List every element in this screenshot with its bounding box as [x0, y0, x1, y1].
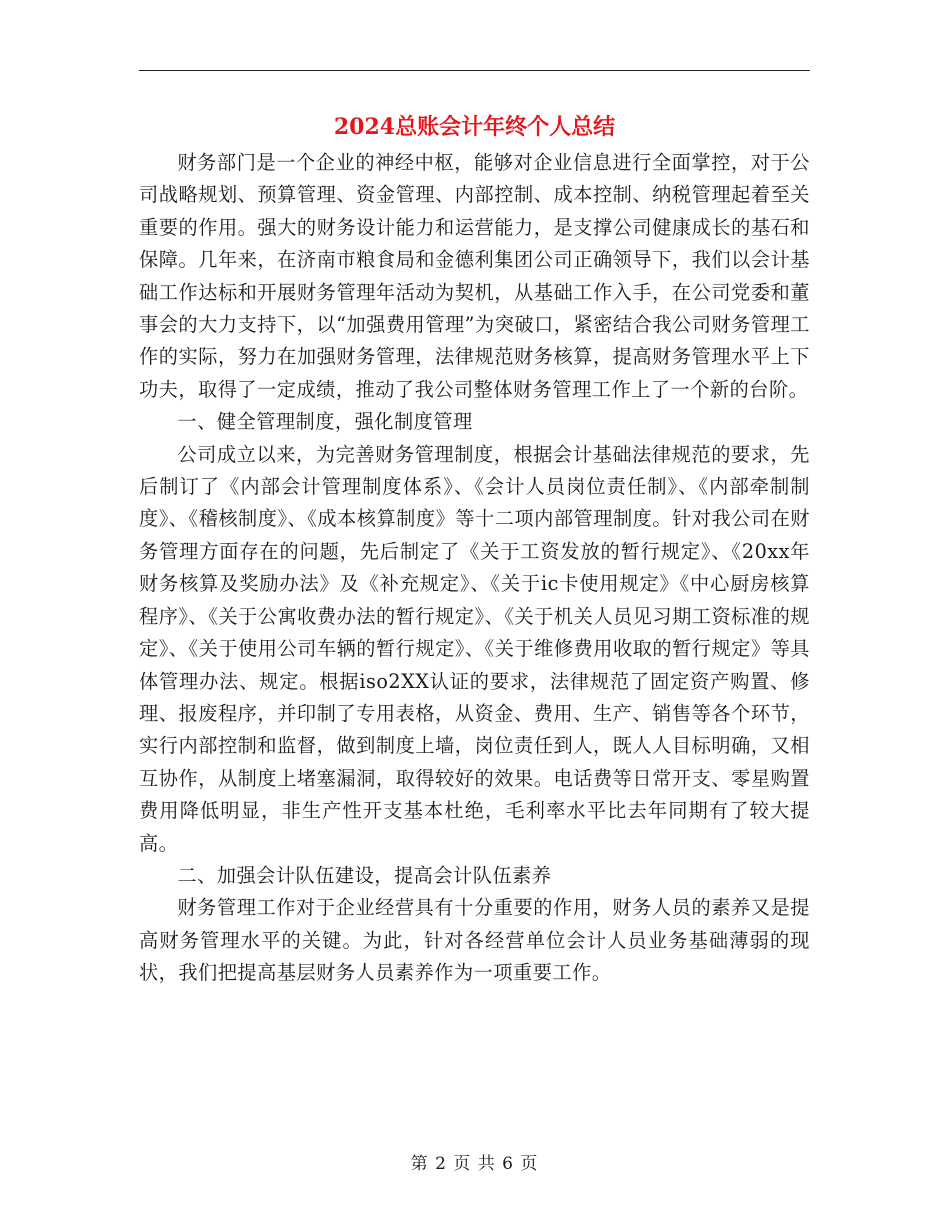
document-body [139, 147, 810, 990]
document-title: 2024总账会计年终个人总结 [333, 114, 616, 140]
section-1-paragraph: 公司成立以来，为完善财务管理制度，根据会计基础法律规范的要求，先后制订了《内部会计管理制度体系》、《会计人员岗位责任制》、《内部牵制制度》、《稽核制度》、《成本核算制度》等十二项内部管理制度。针对我公司在财务管理方面存在的问题，先后制定了《关于工资发放的暂行规定》、《20xx年财务核算及奖励办法》及《补充规定》、《关于ic卡使用规定》《中心厨房核算程序》、《关于公寓收费办法的暂行规定》、《关于机关人员见习期工资标准的规定》、《关于使用公司车辆的暂行规定》、《关于维修费用收取的暂行规定》等具体管理办法、规定。根据iso2XX认证的要求，法律规范了固定资产购置、修理、报废程序，并印制了专用表格，从资金、费用、生产、销售等各个环节，实行内部控制和监督，做到制度上墙，岗位责任到人，既人人目标明确，又相互协作，从制度上堵塞漏洞，取得较好的效果。电话费等日常开支、零星购置费用降低明显，非生产性开支基本杜绝，毛利率水平比去年同期有了较大提高。 [139, 442, 810, 855]
page-number: 第 2 页 共 6 页 [410, 1154, 539, 1174]
header-rule [139, 70, 810, 71]
section-heading-2: 二、加强会计队伍建设，提高会计队伍素养 [177, 863, 552, 887]
section-2-paragraph: 财务管理工作对于企业经营具有十分重要的作用，财务人员的素养又是提高财务管理水平的关键。为此，针对各经营单位会计人员业务基础薄弱的现状，我们把提高基层财务人员素养作为一项重要工作。 [139, 896, 810, 985]
intro-paragraph: 财务部门是一个企业的神经中枢，能够对企业信息进行全面掌控，对于公司战略规划、预算管理、资金管理、内部控制、成本控制、纳税管理起着至关重要的作用。强大的财务设计能力和运营能力，是支撑公司健康成长的基石和保障。几年来，在济南市粮食局和金德利集团公司正确领导下，我们以会计基础工作达标和开展财务管理年活动为契机，从基础工作入手，在公司党委和董事会的大力支持下，以“加强费用管理”为突破口，紧密结合我公司财务管理工作的实际，努力在加强财务管理，法律规范财务核算，提高财务管理水平上下功夫，取得了一定成绩，推动了我公司整体财务管理工作上了一个新的台阶。 [139, 151, 810, 401]
section-heading-1: 一、健全管理制度，强化制度管理 [177, 410, 473, 434]
